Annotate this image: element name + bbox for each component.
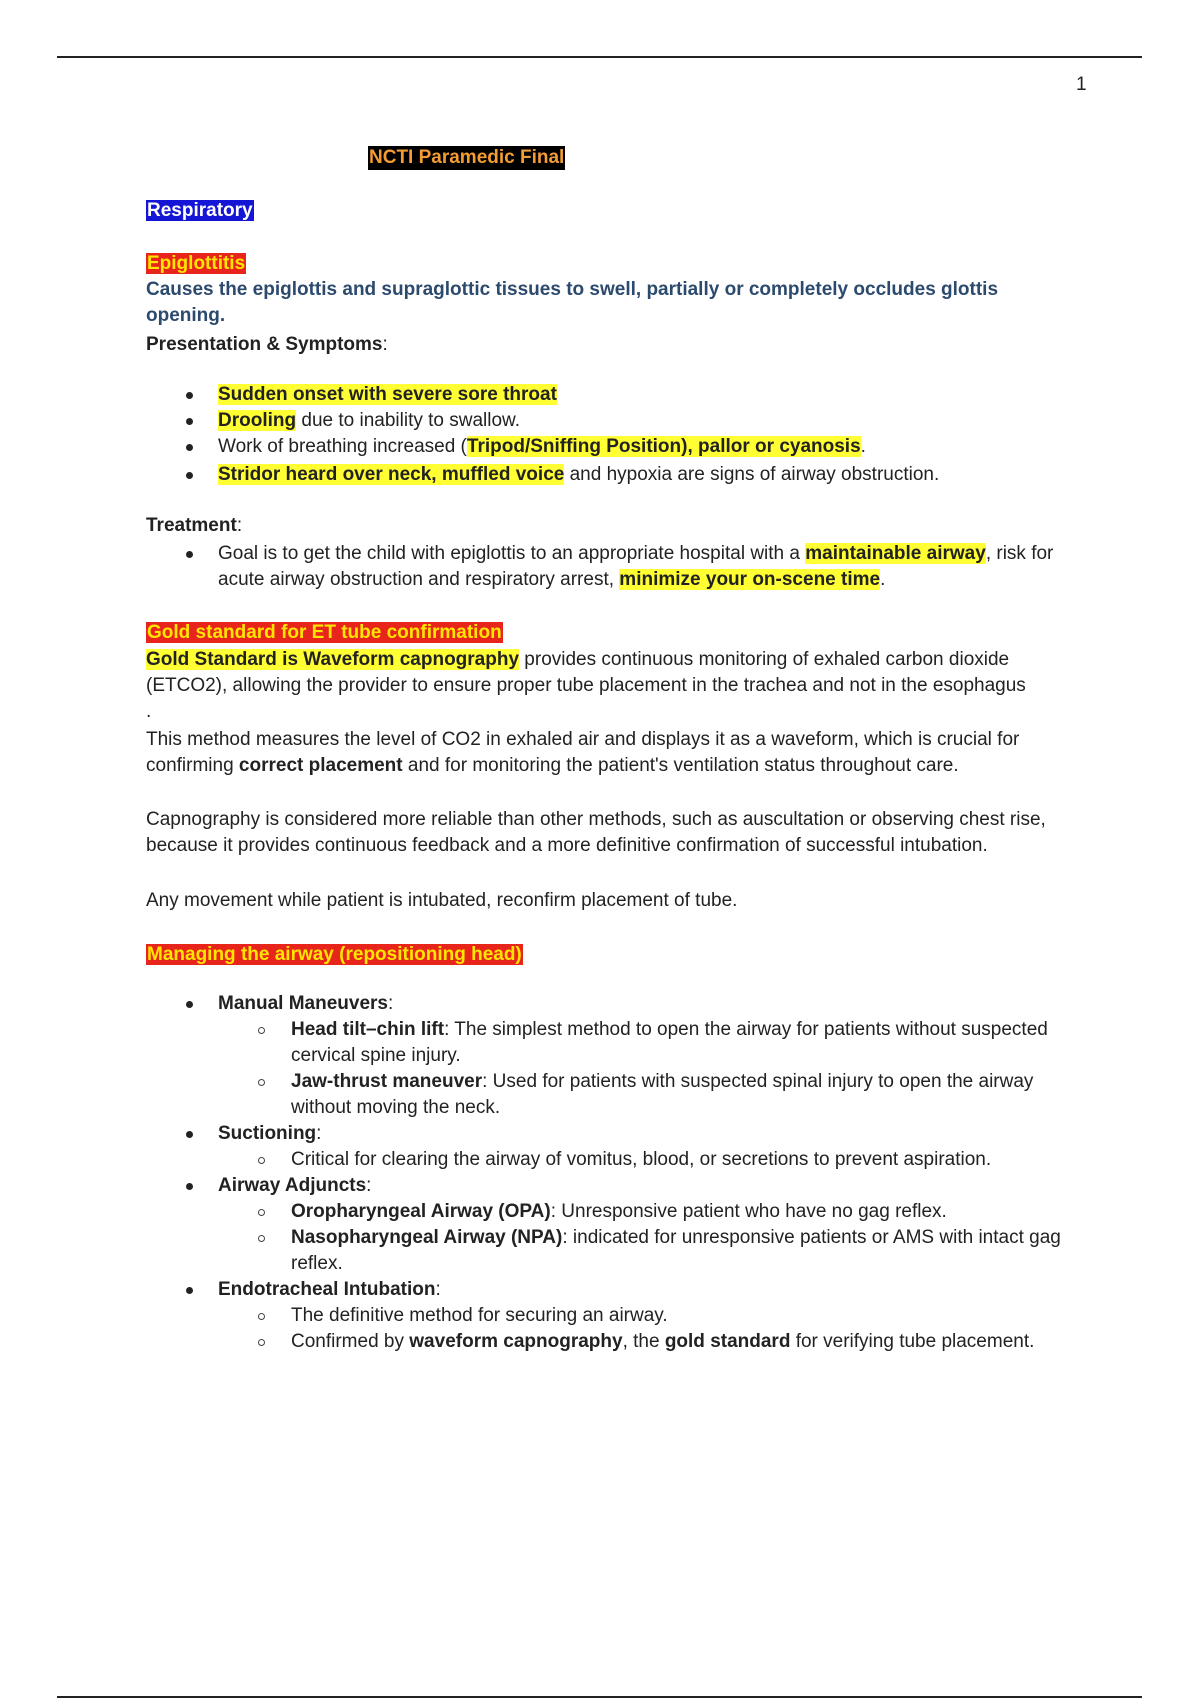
epiglottitis-heading: Epiglottitis	[147, 253, 246, 274]
list-item: Suctioning: Critical for clearing the airway of vomitus, blood, or secretions to prevent aspiration.	[146, 1121, 1081, 1173]
manual-maneuvers-sublist	[218, 1017, 1081, 1121]
airway-list	[146, 991, 1081, 1355]
header-rule	[57, 56, 1142, 58]
airway-heading: Managing the airway (repositioning head)	[147, 944, 522, 965]
presentation-label: Presentation & Symptoms:	[146, 334, 388, 355]
list-item: Nasopharyngeal Airway (NPA): indicated for unresponsive patients or AMS with intact gag reflex.	[146, 1225, 1081, 1277]
list-item: Airway Adjuncts: Oropharyngeal Airway (OPA): Unresponsive patient who have no gag reflex. Nasopharyngeal Airway (NPA): indicated for unresponsive patients or AMS with intact gag reflex.	[146, 1173, 1081, 1277]
list-item: Critical for clearing the airway of vomitus, blood, or secretions to prevent aspiration.	[146, 1147, 1081, 1173]
page-number: 1	[1076, 74, 1087, 95]
list-item: Sudden onset with severe sore throat	[146, 382, 1081, 408]
list-item: Goal is to get the child with epiglottis to an appropriate hospital with a maintainable airway, risk for acute airway obstruction and respiratory arrest, minimize your on-scene time.	[146, 541, 1081, 593]
symptoms-list	[146, 382, 1081, 488]
et-tube-paragraph-3: Capnography is considered more reliable than other methods, such as auscultation or observing chest rise, because it provides continuous feedback and a more definitive confirmation of successful intubation.	[146, 809, 1046, 856]
list-item: Manual Maneuvers: Head tilt–chin lift: The simplest method to open the airway for patients without suspected cervical spine injury. Jaw-thrust maneuver: Used for patients with suspected spinal injury to open the airway without moving the neck.	[146, 991, 1081, 1121]
list-item: Oropharyngeal Airway (OPA): Unresponsive patient who have no gag reflex.	[146, 1199, 1081, 1225]
et-tube-paragraph-2: This method measures the level of CO2 in exhaled air and displays it as a waveform, which is crucial for confirming correct placement and for monitoring the patient's ventilation status throughout care.	[146, 729, 1020, 776]
treatment-label: Treatment:	[146, 515, 243, 536]
et-tube-paragraph-4: Any movement while patient is intubated, reconfirm placement of tube.	[146, 890, 738, 911]
treatment-list	[146, 541, 1081, 593]
document-title: NCTI Paramedic Final	[369, 147, 565, 168]
footer-rule	[57, 1696, 1142, 1698]
list-item: Endotracheal Intubation: The definitive method for securing an airway. Confirmed by waveform capnography, the gold standard for verifying tube placement.	[146, 1277, 1081, 1355]
list-item: Drooling due to inability to swallow.	[146, 408, 1081, 434]
list-item: Jaw-thrust maneuver: Used for patients with suspected spinal injury to open the airway without moving the neck.	[146, 1069, 1081, 1121]
airway-adjuncts-sublist	[218, 1199, 1081, 1277]
list-item: Work of breathing increased (Tripod/Sniffing Position), pallor or cyanosis.	[146, 434, 1081, 460]
epiglottitis-definition: Causes the epiglottis and supraglottic tissues to swell, partially or completely occludes glottis opening.	[146, 279, 999, 326]
list-item: Head tilt–chin lift: The simplest method to open the airway for patients without suspected cervical spine injury.	[146, 1017, 1081, 1069]
list-item: The definitive method for securing an airway.	[146, 1303, 1081, 1329]
intubation-sublist	[218, 1303, 1081, 1355]
et-tube-heading: Gold standard for ET tube confirmation	[147, 622, 502, 643]
suctioning-sublist	[218, 1147, 1081, 1173]
list-item: Confirmed by waveform capnography, the gold standard for verifying tube placement.	[146, 1329, 1081, 1355]
et-tube-paragraph-1: Gold Standard is Waveform capnography provides continuous monitoring of exhaled carbon dioxide (ETCO2), allowing the provider to ensure proper tube placement in the trachea and not in the esophagus .	[146, 649, 1026, 722]
section-heading-respiratory: Respiratory	[147, 200, 253, 221]
list-item: Stridor heard over neck, muffled voice and hypoxia are signs of airway obstruction.	[146, 462, 1081, 488]
